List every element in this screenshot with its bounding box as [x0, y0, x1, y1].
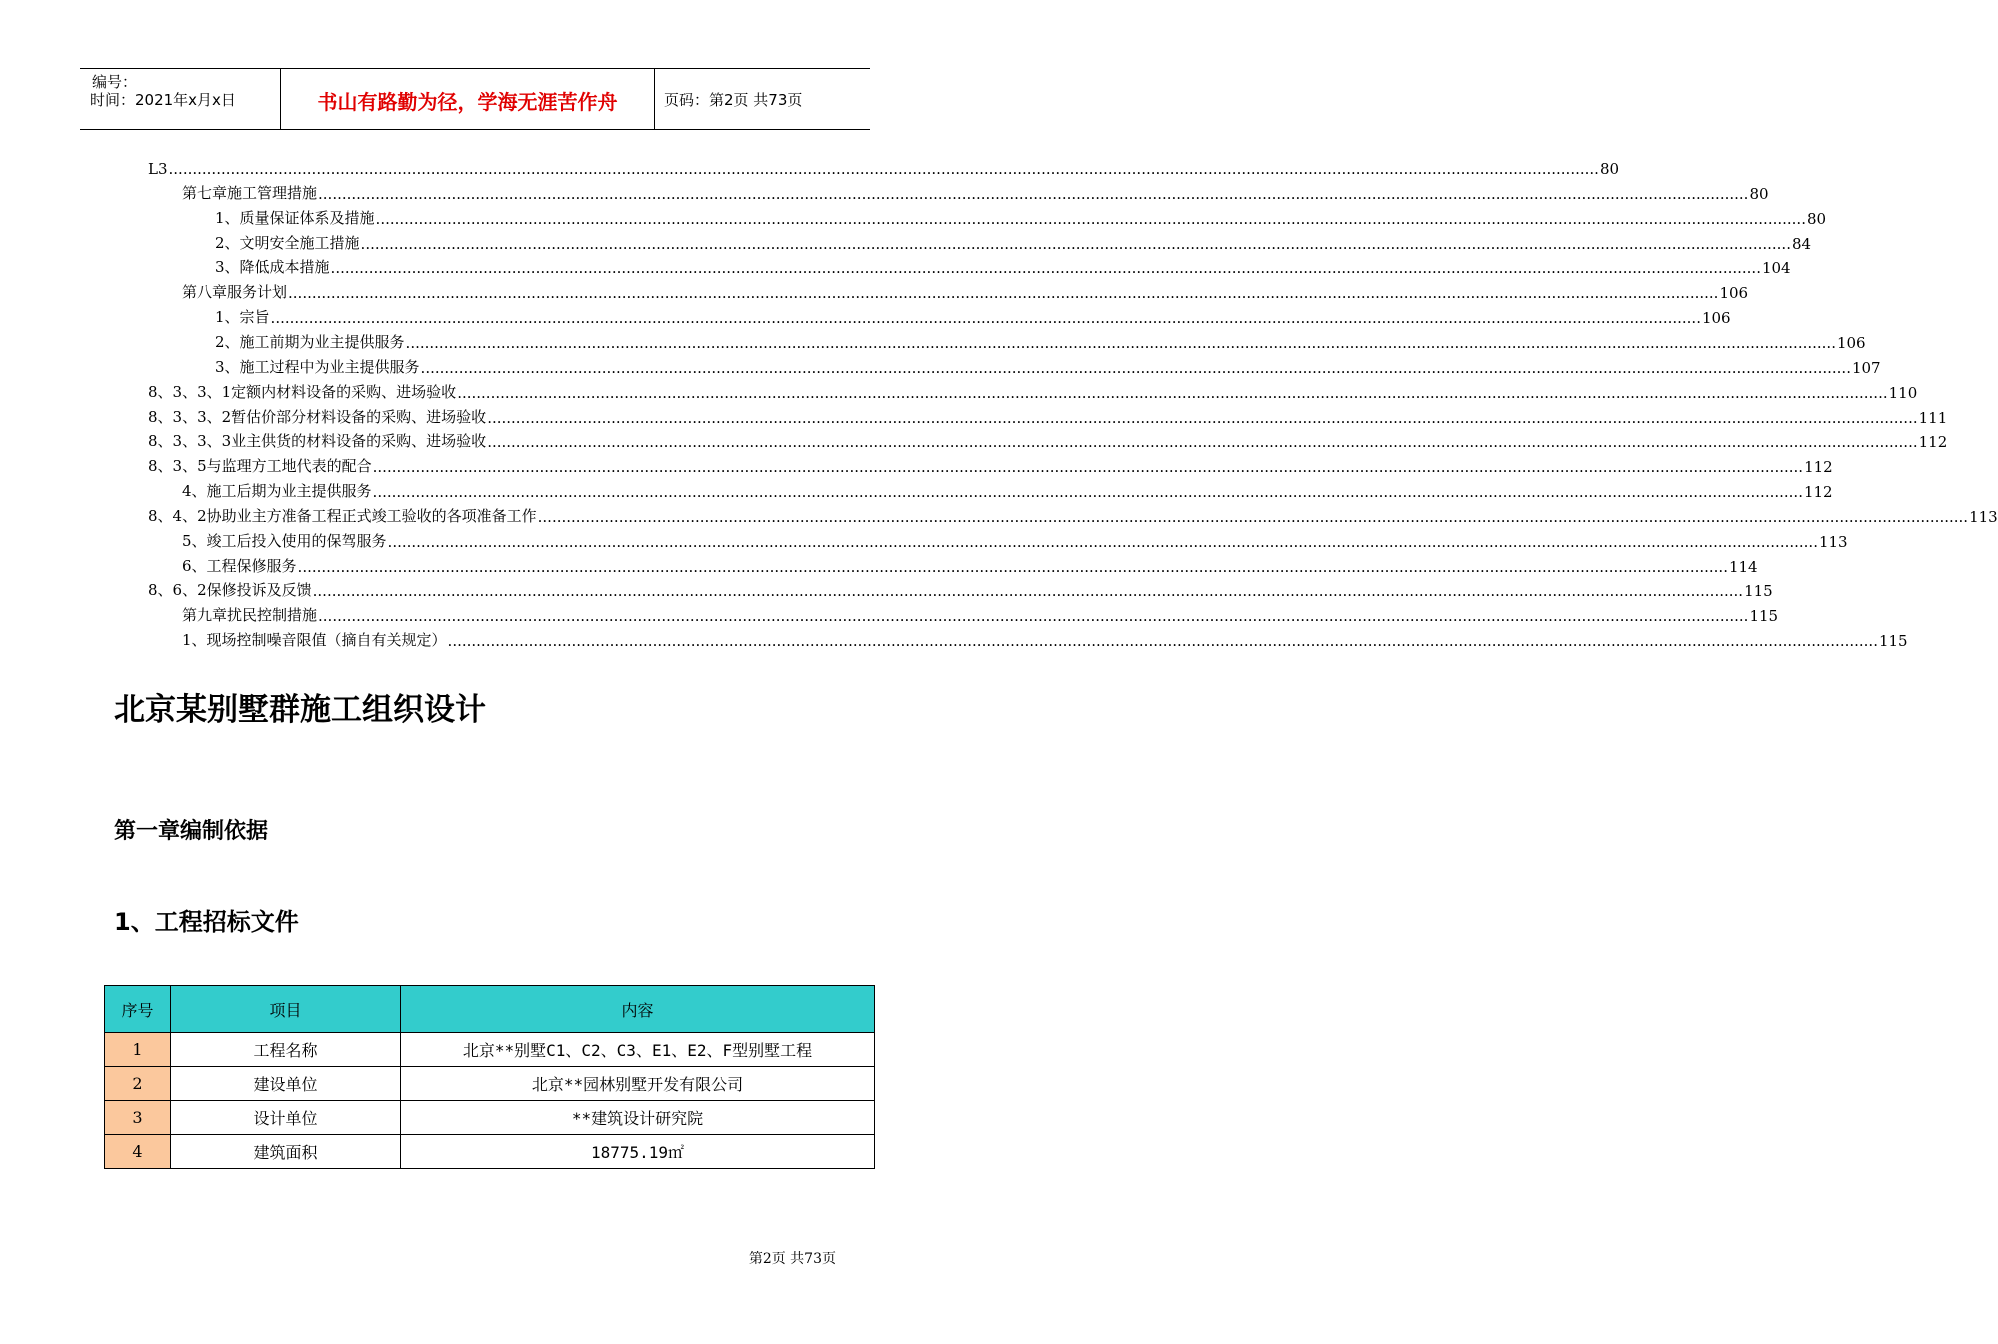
toc-entry-title: 1、现场控制噪音限值（摘自有关规定） — [182, 631, 447, 650]
toc-entry-page: 80 — [1599, 160, 1620, 178]
toc-entry-page: 112 — [1918, 433, 1948, 452]
row-item-cell: 设计单位 — [171, 1101, 401, 1135]
header-motto-cell — [280, 69, 655, 129]
chapter-title: 第一章编制依据 — [114, 819, 269, 844]
toc-entry-page: 112 — [1803, 483, 1833, 502]
toc-leader-dots: ............................................................................................................................................................................................................................................................................................................ — [318, 184, 1749, 203]
toc-entry-page: 115 — [1878, 632, 1908, 651]
toc-leader-dots: ............................................................................................................................................................................................................................................................................................................ — [330, 259, 1761, 278]
toc-entry-page: 110 — [1888, 383, 1918, 402]
toc-entry-title: 8、3、3、2暂估价部分材料设备的采购、进场验收 — [148, 407, 487, 426]
toc-entry — [182, 181, 1769, 203]
row-item-cell: 建设单位 — [171, 1067, 401, 1101]
table-row — [105, 1067, 875, 1101]
toc-entry — [148, 156, 1620, 178]
toc-entry-page: 113 — [1969, 507, 1998, 526]
toc-leader-dots: ............................................................................................................................................................................................................................................................................................................ — [297, 557, 1728, 576]
row-content-cell: 18775.19㎡ — [401, 1135, 875, 1169]
toc-entry — [215, 355, 1881, 377]
toc-entry — [182, 554, 1758, 576]
toc-leader-dots: ............................................................................................................................................................................................................................................................................................................ — [405, 333, 1836, 352]
row-content-cell: **建筑设计研究院 — [401, 1101, 875, 1135]
toc-entry-title: 2、文明安全施工措施 — [215, 233, 360, 252]
page-header — [80, 68, 870, 130]
toc-entry — [215, 255, 1791, 278]
header-motto: 书山有路勤为径，学海无涯苦作舟 — [317, 90, 618, 114]
section-title: 1、工程招标文件 — [114, 908, 299, 936]
toc-entry — [148, 405, 1948, 427]
row-content-cell: 北京**园林别墅开发有限公司 — [401, 1067, 875, 1101]
toc-entry — [148, 454, 1833, 477]
toc-entry-page: 111 — [1918, 408, 1948, 427]
toc-entry-page: 106 — [1701, 309, 1731, 328]
row-number-cell: 2 — [105, 1067, 171, 1101]
toc-entry — [182, 628, 1908, 651]
toc-entry-page: 113 — [1818, 532, 1848, 551]
toc-leader-dots: ............................................................................................................................................................................................................................................................................................................ — [168, 160, 1599, 178]
toc-entry — [215, 305, 1731, 328]
toc-entry-title: 2、施工前期为业主提供服务 — [215, 332, 405, 351]
toc-entry-page: 115 — [1744, 582, 1773, 601]
toc-entry — [148, 429, 1948, 452]
toc-leader-dots: ............................................................................................................................................................................................................................................................................................................ — [318, 607, 1749, 626]
toc-entry-title: 第八章服务计划 — [182, 283, 288, 302]
toc-entry-title: 8、4、2协助业主方准备工程正式竣工验收的各项准备工作 — [148, 506, 537, 525]
row-number-cell: 1 — [105, 1033, 171, 1067]
row-content-cell: 北京**别墅C1、C2、C3、E1、E2、F型别墅工程 — [401, 1033, 875, 1067]
toc-entry-page: 115 — [1749, 607, 1779, 626]
row-item-cell: 建筑面积 — [171, 1135, 401, 1169]
table-row — [105, 1033, 875, 1067]
document-date: 时间：2021年x月x日 — [90, 91, 236, 109]
toc-entry — [215, 231, 1812, 253]
toc-leader-dots: ............................................................................................................................................................................................................................................................................................................ — [487, 433, 1918, 452]
toc-leader-dots: ............................................................................................................................................................................................................................................................................................................ — [457, 383, 1888, 402]
document-number-label: 编号： — [92, 73, 138, 91]
toc-entry-page: 104 — [1761, 259, 1791, 278]
toc-entry — [215, 330, 1866, 352]
toc-entry-title: 1、宗旨 — [215, 308, 270, 327]
table-header-cell: 项目 — [171, 986, 401, 1033]
toc-leader-dots: ............................................................................................................................................................................................................................................................................................................ — [420, 358, 1851, 377]
page-footer: 第2页 共73页 — [748, 1251, 836, 1267]
header-page-cell — [654, 69, 870, 129]
toc-entry-page: 106 — [1719, 284, 1749, 303]
toc-entry-title: 1、质量保证体系及措施 — [215, 208, 375, 227]
table-header-cell: 序号 — [105, 986, 171, 1033]
toc-entry-title: 6、工程保修服务 — [182, 556, 297, 575]
tender-info-table — [104, 985, 875, 1169]
toc-leader-dots: ............................................................................................................................................................................................................................................................................................................ — [372, 458, 1804, 477]
toc-leader-dots: ............................................................................................................................................................................................................................................................................................................ — [288, 284, 1719, 303]
toc-entry — [148, 504, 1998, 526]
toc-entry-title: 4、施工后期为业主提供服务 — [182, 482, 372, 501]
toc-leader-dots: ............................................................................................................................................................................................................................................................................................................ — [487, 408, 1918, 427]
toc-leader-dots: ............................................................................................................................................................................................................................................................................................................ — [372, 483, 1803, 502]
toc-leader-dots: ............................................................................................................................................................................................................................................................................................................ — [447, 632, 1878, 651]
toc-entry — [148, 380, 1918, 402]
toc-entry-title: 8、3、3、1定额内材料设备的采购、进场验收 — [148, 382, 457, 401]
toc-entry — [148, 578, 1773, 601]
toc-entry — [182, 479, 1833, 502]
toc-entry-title: 第七章施工管理措施 — [182, 183, 318, 202]
toc-entry — [182, 529, 1848, 551]
toc-entry-title: 3、降低成本措施 — [215, 258, 330, 277]
table-header-cell: 内容 — [401, 986, 875, 1033]
toc-entry — [182, 603, 1779, 626]
document-title: 北京某别墅群施工组织设计 — [114, 692, 486, 728]
toc-entry-page: 106 — [1836, 333, 1866, 352]
row-number-cell: 3 — [105, 1101, 171, 1135]
toc-entry-title: 8、3、3、3业主供货的材料设备的采购、进场验收 — [148, 432, 487, 451]
row-item-cell: 工程名称 — [171, 1033, 401, 1067]
toc-leader-dots: ............................................................................................................................................................................................................................................................................................................ — [375, 209, 1806, 228]
toc-leader-dots: ............................................................................................................................................................................................................................................................................................................ — [360, 234, 1791, 253]
toc-leader-dots: ............................................................................................................................................................................................................................................................................................................ — [312, 582, 1744, 601]
row-number-cell: 4 — [105, 1135, 171, 1169]
toc-entry-title: 5、竣工后投入使用的保驾服务 — [182, 531, 387, 550]
toc-entry-title: 第九章扰民控制措施 — [182, 606, 318, 625]
header-page-info: 页码：第2页 共73页 — [664, 91, 803, 109]
table-row — [105, 1135, 875, 1169]
toc-entry-page: 114 — [1728, 557, 1758, 576]
toc-entry — [215, 206, 1827, 228]
toc-entry-title: L3 — [148, 160, 168, 178]
toc-leader-dots: ............................................................................................................................................................................................................................................................................................................ — [537, 507, 1969, 526]
table-header-row — [105, 986, 875, 1033]
toc-entry-page: 112 — [1804, 458, 1833, 477]
toc-leader-dots: ............................................................................................................................................................................................................................................................................................................ — [270, 309, 1701, 328]
toc-entry-title: 8、3、5与监理方工地代表的配合 — [148, 457, 372, 476]
header-meta — [80, 69, 280, 129]
toc-entry-title: 8、6、2保修投诉及反馈 — [148, 581, 312, 600]
toc-entry-page: 80 — [1806, 209, 1827, 228]
toc-entry-page: 80 — [1749, 184, 1769, 203]
toc-leader-dots: ............................................................................................................................................................................................................................................................................................................ — [387, 532, 1818, 551]
toc-entry-page: 84 — [1791, 234, 1812, 253]
table-row — [105, 1101, 875, 1135]
toc-entry-page: 107 — [1851, 358, 1881, 377]
toc-entry-title: 3、施工过程中为业主提供服务 — [215, 357, 420, 376]
toc-entry — [182, 280, 1749, 303]
